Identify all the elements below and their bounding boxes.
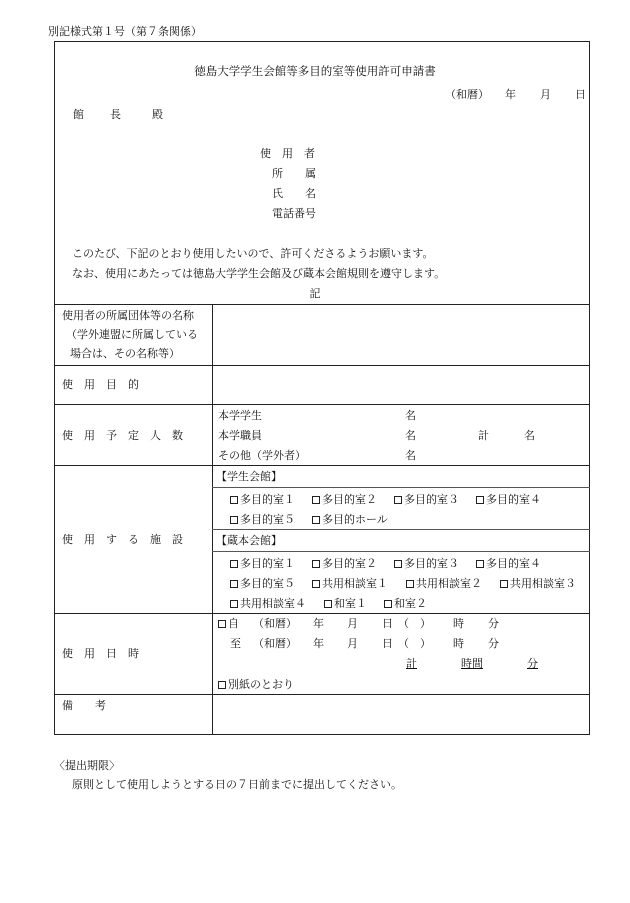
checkbox-label: 多目的室４ (486, 493, 541, 506)
datetime-day: 日 (382, 637, 393, 650)
checkbox-label: 多目的室２ (322, 557, 377, 570)
deadline-header: 〈提出期限〉 (54, 759, 120, 772)
count-label: 使 用 予 定 人 数 (62, 429, 183, 442)
checkbox-label: 和室２ (394, 597, 427, 610)
checkbox-icon[interactable] (324, 600, 332, 608)
count-total-label: 計 (478, 429, 489, 442)
datetime-year: 年 (313, 617, 324, 630)
checkbox-option[interactable] (230, 578, 295, 589)
table-row-line (54, 613, 590, 614)
checkbox-option[interactable] (476, 494, 541, 505)
addressee-char: 長 (110, 108, 121, 121)
datetime-from-option[interactable] (218, 618, 239, 629)
count-unit: 名 (405, 409, 416, 422)
remarks-input-cell[interactable] (214, 696, 588, 734)
datetime-hours-label: 時間 (461, 657, 483, 670)
checkbox-option[interactable] (394, 558, 459, 569)
datetime-hour: 時 (453, 637, 464, 650)
datetime-day: 日 (382, 617, 393, 630)
table-row-line (54, 465, 590, 466)
date-year: 年 (505, 88, 516, 101)
purpose-label: 使 用 目 的 (62, 378, 139, 391)
checkbox-option[interactable] (312, 578, 388, 589)
checkbox-option[interactable] (312, 494, 377, 505)
facility-label: 使 用 す る 施 設 (62, 533, 183, 546)
checkbox-icon[interactable] (218, 681, 226, 689)
checkbox-label: 多目的室２ (322, 493, 377, 506)
count-unit: 名 (405, 429, 416, 442)
checkbox-label: 多目的室１ (240, 557, 295, 570)
checkbox-label: 多目的室４ (486, 557, 541, 570)
checkbox-icon[interactable] (476, 560, 484, 568)
count-students-label: 本学学生 (218, 409, 262, 422)
checkbox-label: 多目的室３ (404, 493, 459, 506)
date-era: （和暦） (445, 88, 489, 101)
datetime-total-line (406, 658, 546, 669)
datetime-weekday: （ ） (398, 637, 431, 650)
checkbox-icon[interactable] (230, 516, 238, 524)
checkbox-label: 共用相談室４ (240, 597, 306, 610)
date-month: 月 (540, 88, 551, 101)
datetime-to-label: 至 (230, 637, 241, 650)
student-hall-header: 【学生会館】 (216, 470, 282, 483)
checkbox-icon[interactable] (394, 496, 402, 504)
checkbox-label: 共用相談室２ (416, 577, 482, 590)
datetime-hour: 時 (453, 617, 464, 630)
applicant-user-label: 使 用 者 (260, 147, 315, 160)
checkbox-option[interactable] (406, 578, 482, 589)
checkbox-option[interactable] (324, 598, 367, 609)
checkbox-label: 和室１ (334, 597, 367, 610)
sub-row-line (212, 529, 590, 530)
datetime-minute: 分 (527, 657, 538, 670)
checkbox-icon[interactable] (500, 580, 508, 588)
purpose-input-cell[interactable] (214, 367, 588, 403)
checkbox-icon[interactable] (218, 620, 226, 628)
addressee-char: 館 (73, 108, 84, 121)
datetime-weekday: （ ） (398, 617, 431, 630)
checkbox-icon[interactable] (230, 580, 238, 588)
form-id: 別記様式第１号（第７条関係） (48, 25, 202, 38)
datetime-separate-label: 別紙のとおり (228, 678, 294, 691)
date-day: 日 (575, 88, 586, 101)
checkbox-label: 多目的ホール (322, 513, 388, 526)
count-others-label: その他（学外者） (218, 449, 306, 462)
datetime-separate-option[interactable] (218, 679, 294, 690)
applicant-phone-label: 電話番号 (272, 207, 316, 220)
checkbox-icon[interactable] (230, 560, 238, 568)
datetime-month: 月 (347, 637, 358, 650)
checkbox-label: 多目的室１ (240, 493, 295, 506)
checkbox-icon[interactable] (394, 560, 402, 568)
datetime-total-label: 計 (406, 657, 417, 670)
datetime-year: 年 (313, 637, 324, 650)
sub-row-line (212, 551, 590, 552)
table-row-line (54, 694, 590, 695)
request-line-2: なお、使用にあたっては徳島大学学生会館及び蔵本会館規則を遵守します。 (72, 267, 446, 280)
checkbox-option[interactable] (230, 514, 295, 525)
org-label-line: （学外連盟に所属している (66, 328, 198, 341)
ki-mark: 記 (309, 287, 321, 300)
org-label-line: 場合は、その名称等） (70, 347, 180, 360)
checkbox-label: 多目的室３ (404, 557, 459, 570)
count-staff-label: 本学職員 (218, 429, 262, 442)
count-unit: 名 (405, 449, 416, 462)
checkbox-option[interactable] (476, 558, 541, 569)
checkbox-icon[interactable] (312, 516, 320, 524)
checkbox-icon[interactable] (476, 496, 484, 504)
deadline-text: 原則として使用しようとする日の７日前までに提出してください。 (72, 778, 402, 791)
datetime-era: （和暦） (253, 637, 297, 650)
checkbox-option[interactable] (312, 514, 388, 525)
datetime-minute: 分 (488, 637, 499, 650)
addressee-char: 殿 (152, 108, 163, 121)
checkbox-label: 多目的室５ (240, 513, 295, 526)
datetime-era: （和暦） (253, 617, 297, 630)
table-column-divider (212, 304, 213, 735)
org-input-cell[interactable] (214, 306, 588, 364)
checkbox-option[interactable] (230, 494, 295, 505)
table-top-line (54, 304, 590, 305)
checkbox-option[interactable] (230, 558, 295, 569)
datetime-label: 使 用 日 時 (62, 647, 139, 660)
table-row-line (54, 404, 590, 405)
checkbox-icon[interactable] (312, 580, 320, 588)
checkbox-option[interactable] (500, 578, 576, 589)
table-row-line (54, 365, 590, 366)
org-label-line: 使用者の所属団体等の名称 (62, 309, 194, 322)
datetime-month: 月 (347, 617, 358, 630)
sub-row-line (212, 487, 590, 488)
remarks-label: 備 考 (62, 699, 106, 712)
applicant-name-label: 氏 名 (272, 187, 316, 200)
checkbox-option[interactable] (230, 598, 306, 609)
checkbox-icon[interactable] (312, 496, 320, 504)
checkbox-option[interactable] (384, 598, 427, 609)
checkbox-icon[interactable] (406, 580, 414, 588)
checkbox-label: 共用相談室１ (322, 577, 388, 590)
form-title: 徳島大学学生会館等多目的室等使用許可申請書 (194, 64, 436, 78)
checkbox-label: 共用相談室３ (510, 577, 576, 590)
count-unit: 名 (524, 429, 535, 442)
datetime-from-label: 自 (228, 617, 239, 630)
datetime-minute: 分 (488, 617, 499, 630)
checkbox-option[interactable] (312, 558, 377, 569)
checkbox-icon[interactable] (312, 560, 320, 568)
applicant-affiliation-label: 所 属 (272, 167, 316, 180)
kuramoto-hall-header: 【蔵本会館】 (216, 534, 282, 547)
checkbox-icon[interactable] (384, 600, 392, 608)
checkbox-icon[interactable] (230, 496, 238, 504)
checkbox-icon[interactable] (230, 600, 238, 608)
checkbox-label: 多目的室５ (240, 577, 295, 590)
request-line-1: このたび、下記のとおり使用したいので、許可くださるようお願います。 (72, 247, 434, 260)
checkbox-option[interactable] (394, 494, 459, 505)
